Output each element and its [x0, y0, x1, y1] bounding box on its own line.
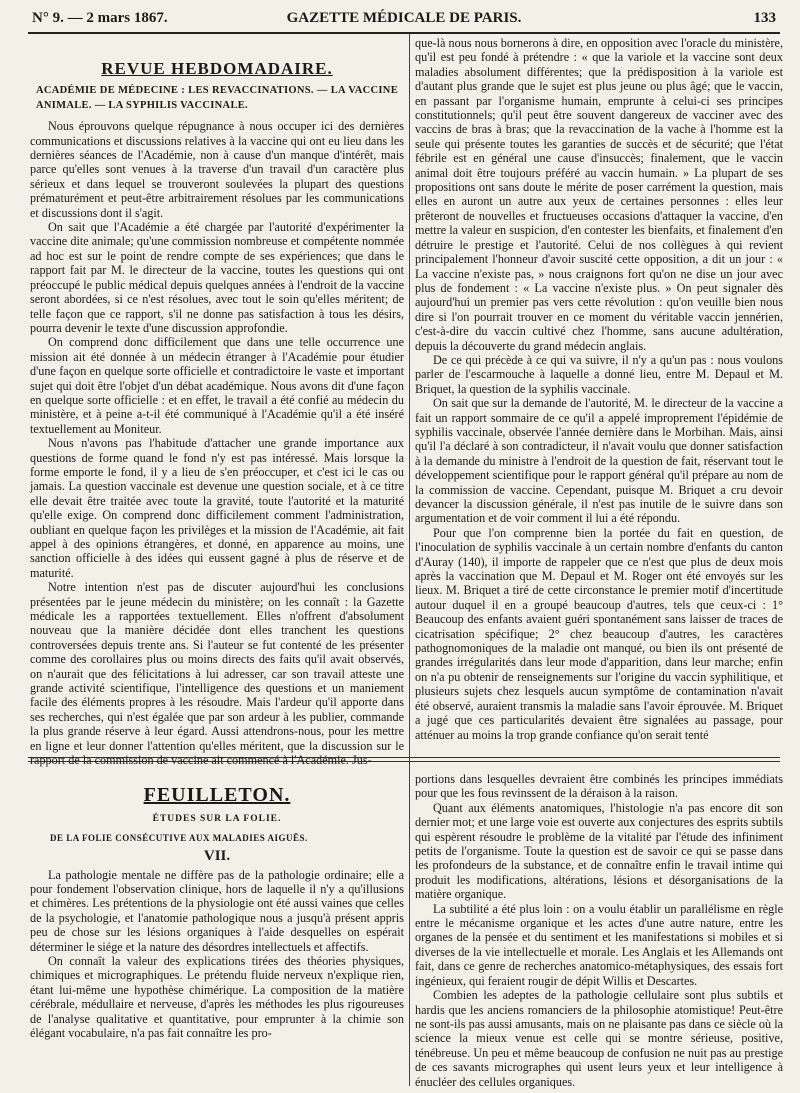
feuilleton-column-right	[415, 772, 783, 1090]
feuilleton-series: ÉTUDES SUR LA FOLIE.	[152, 814, 282, 825]
feuilleton-column-left	[30, 764, 404, 1090]
paragraph: On comprend donc difficilement que dans une telle occurrence une mission ait été donnée à un médecin étranger à l'Académie pour étudier d'une façon en quelque sorte officielle et contradictoire le vaste et important sujet qui doit être l'objet d'un débat académique. Nous avons dit d'une façon en quelque sorte officielle : et en effet, le travail a été confié au médecin du ministère, et à peine a-t-il été communiqué à l'Académie qu'il a été inséré textuellement au Moniteur.	[30, 335, 404, 436]
paragraph: On connaît la valeur des explications tirées des théories physiques, chimiques et micrographiques. Le prétendu fluide nerveux n'explique rien, étant lui-même une hypothèse chimérique. La composition de la matière cérébrale, médullaire et nerveuse, d'après les méthodes les plus rigoureuses de l'analyse qualitative et quantitative, pour emprunter à la chimie son élégant vocabulaire, n'a pas fait connaître les pro-	[30, 954, 404, 1041]
issue-date: N° 9. — 2 mars 1867.	[32, 10, 168, 26]
paragraph: Combien les adeptes de la pathologie cellulaire sont plus subtils et hardis que les anciens romanciers de la philosophie atomistique! Peut-être ne sont-ils pas aussi amusants, mais on ne plaisante pas dans ce siècle où la science la mieux venue est celle qui se montre sérieuse, positive, ténébreuse. Un peu et même beaucoup de confusion ne nuit pas au prestige de ces savants micrographes qui usent leurs yeux et leur intelligence à énucléer des cellules organiques.	[415, 988, 783, 1089]
paragraph: Pour que l'on comprenne bien la portée du fait en question, de l'inoculation de syphilis vaccinale à un certain nombre d'enfants du canton d'Auray (140), il importe de rappeler que ce n'est que plus de deux mois après la vaccination que M. Depaul et M. Roger ont été envoyés sur les lieux. M. Briquet a tiré de cette circonstance le premier motif d'incertitude autour duquel il en a groupé beaucoup d'autres, tels que ceux-ci : 1° Beaucoup des enfants avaient guéri spontanément sans laisser de traces de cicatrisation spécifique; 2° chez beaucoup d'autres, les caractères pathognomoniques de la maladie ont manqué, ou bien ils ont présenté de grandes irrégularités dans leur mode d'apparition, dans leur marche; enfin on n'a pu obtenir de renseignements sur l'origine du vaccin syphilitique, et plusieurs sujets chez lesquels aucun symptôme de contamination n'avait été observé, auraient transmis la maladie sans l'avoir éprouvée. M. Briquet a jugé que ces particularités devaient être signalées au passage, pour atténuer au moins la trop grande confiance qu'on serait tenté	[415, 525, 783, 742]
paragraph: On sait que sur la demande de l'autorité, M. le directeur de la vaccine a fait un rapport sommaire de ce qu'il a appelé improprement l'épidémie de syphilis vaccinale, observée l'année dernière dans le Morbihan. Mais, ainsi qu'il l'a déclaré à son contradicteur, il n'avait voulu que donner satisfaction à la demande du ministre à l'endroit de la question de fait, réservant tout le développement scientifique pour le rapport général qu'il prépare au nom de la commission de vaccine. Cependant, puisque M. Briquet a cru devoir devancer la discussion générale, il n'est pas inutile de le suivre dans son argumentation et de voir comment il lui a été répondu.	[415, 396, 783, 526]
article-subject: ACADÉMIE DE MÉDECINE : LES REVACCINATIONS. — LA VACCINE ANIMALE. — LA SYPHILIS VACCINALE.	[36, 85, 398, 111]
column-rule	[409, 34, 410, 1086]
feuilleton-part-number: VII.	[203, 848, 231, 865]
paragraph: Nous n'avons pas l'habitude d'attacher une grande importance aux questions de forme quand le fond n'y est pas intéressé. Mais lorsque la forme emporte le fond, il y a lieu de s'en préoccuper, et c'est ici le cas ou jamais. La question vaccinale est devenue une question sociale, et à ce titre elle devait être traitée avec toute la gravité, toute l'autorité et la maturité qu'elle exige. On comprend donc difficilement comment l'administration, oubliant en quelque façon les privilèges et la mission de l'Académie, ait fait appel à des opinions étrangères, et donné, en apparence au moins, une sanction officielle à des idées qui eussent gagné à plus de réserve et de maturité.	[30, 436, 404, 580]
running-head	[28, 6, 780, 34]
page-number: 133	[753, 10, 776, 26]
paragraph: que-là nous nous bornerons à dire, en opposition avec l'oracle du ministère, qu'il est peu fondé à prétendre : « que la variole et la vaccine sont deux maladies absolument différentes; que la prédisposition à la variole est d'autant plus grande que le sujet est plus jeune ou plus âgé; que le vaccin, en passant par l'organisme humain, emprunte à celui-ci ses principes constitutionnels; qu'il peut être souvent dangereux de vacciner avec des vaccins de bras à bras; que la revaccination de la vache à l'homme est la seule qui présente toutes les garanties de succès et de sécurité; que l'état fébrile est en général une cause d'insuccès; finalement, que le vaccin animal doit être toujours préféré au vaccin humain. » La plupart de ses propositions ont sans doute le mérite de poser carrément la question, mais elles en auront un autre aux yeux de certaines personnes : elles leur prêteront de nouvelles et fructueuses occasions d'attaquer la vaccine, d'en mettre la valeur en suspicion, d'en contester les bienfaits, et finalement d'en détruire le prestige et l'autorité. Celui de nos collègues à qui revient principalement l'honneur d'avoir suscité cette opposition, a dit un jour : « La vaccine n'existe pas, » nous craignons fort qu'on ne dise un jour avec plus de fondement : « La vaccine n'existe plus. » On peut signaler dès aujourd'hui un premier pas vers cette révolution : qu'on veuille bien nous dire si l'on pourrait trouver en ce moment du véritable vaccin jennérien, c'est-à-dire du vaccin cultivé chez l'homme, sans aucune adultération, depuis la découverte du grand médecin anglais.	[415, 36, 783, 353]
paragraph: On sait que l'Académie a été chargée par l'autorité d'expérimenter la vaccine dite animale; qu'une commission nombreuse et compétente nommée ad hoc est sur le point de rendre compte de ses expériences; que dans le rapport fait par M. le directeur de la vaccine, toutes les questions qui ont préoccupé le public médical depuis quelques années à l'endroit de la vaccine seront abordées, si ce n'est résolues, avec tout le soin qu'elles méritent; de telle façon que ce rapport, s'il ne donne pas satisfaction à tous les désirs, pourra devenir le texte d'une discussion approfondie.	[30, 220, 404, 335]
feuilleton-chapter: DE LA FOLIE CONSÉCUTIVE AUX MALADIES AIGUËS.	[50, 832, 308, 843]
paragraph: La pathologie mentale ne diffère pas de la pathologie ordinaire; elle a pour fondement l'observation clinique, hors de laquelle il n'y a qu'illusions et chimères. Les prétentions de la physiologie ont été aussi vaines que celles de la psychologie, et l'anatomie pathologique nous a jusqu'à présent appris peu de chose sur les lésions organiques à l'aide desquelles on espérait déterminer le siége et la nature des désordres intellectuels et affectifs.	[30, 867, 404, 954]
paragraph: La subtilité a été plus loin : on a voulu établir un parallélisme en règle entre le mécanisme organique et les actes d'une autre nature, entre les organes de la pensée et du sentiment et les manifestations si mobiles et si diverses de la vie intellectuelle et morale. Les Anglais et les Allemands ont fait, dans ce genre de recherches anatomico-métaphysiques, des essais fort ingénieux, qui feraient rougir de dépit Willis et Descartes.	[415, 901, 783, 988]
feuilleton-title: FEUILLETON.	[143, 784, 291, 806]
paragraph: Notre intention n'est pas de discuter aujourd'hui les conclusions présentées par le jeune médecin du ministère; on les connaît : la Gazette médicale les a rapportées textuellement. Elles n'offrent d'absolument nouveau que la manière décidée dont elles tranchent les questions controversées depuis trente ans. Si l'auteur se fut contenté de les présenter comme des corollaires plus ou moins directs des faits qu'il avait observés, on n'aurait que des félicitations à lui adresser, car son travail atteste une grande activité scientifique, l'intelligence des questions et un maniement facile des éléments propres à les résoudre. Mais l'ardeur qu'il apporte dans ses recherches, qui n'est égalée que par son ardeur à les publier, commande la plus grande réserve à leur égard. Aussi attendrons-nous, pour les mettre en ligne et leur donner l'attention qu'elles méritent, que la discussion sur le rapport de la commission de vaccine ait commencé à l'Académie. Jus-	[30, 580, 404, 768]
paragraph: Nous éprouvons quelque répugnance à nous occuper ici des dernières communications et discussions relatives à la vaccine qui ont eu lieu dans les dernières séances de l'Académie, non à cause d'un manque d'intérêt, mais parce qu'elles sont venues à la traverse d'un travail d'un caractère plus sérieux et dans lequel se trouveront soulevées la plupart des questions prématurément et peut-être arbitrairement résolues par les communications et discussions dont il s'agit.	[30, 119, 404, 220]
journal-title: GAZETTE MÉDICALE DE PARIS.	[286, 10, 522, 26]
paragraph: portions dans lesquelles devraient être combinés les principes immédiats pour que les fous revinssent de la déraison à la raison.	[415, 772, 783, 801]
paragraph: Quant aux éléments anatomiques, l'histologie n'a pas encore dit son dernier mot; et une large voie est ouverte aux conjectures des esprits subtils qui espèrent résoudre le problème de la vitalité par l'étude des infiniment petits de l'organisme. Toute la question est de savoir ce qui se passe dans les profondeurs de la substance, et de connaître enfin le travail intime qui produit les modifications, altérations, lésions et désorganisations de la matière organique.	[415, 800, 783, 902]
section-title: REVUE HEBDOMADAIRE.	[101, 59, 333, 78]
paragraph: De ce qui précède à ce qui va suivre, il n'y a qu'un pas : nous voulons parler de l'escarmouche à laquelle a donné lieu, entre M. Depaul et M. Briquet, la question de la syphilis vaccinale.	[415, 352, 783, 396]
revue-column-right	[415, 36, 783, 754]
revue-column-left	[30, 52, 404, 768]
